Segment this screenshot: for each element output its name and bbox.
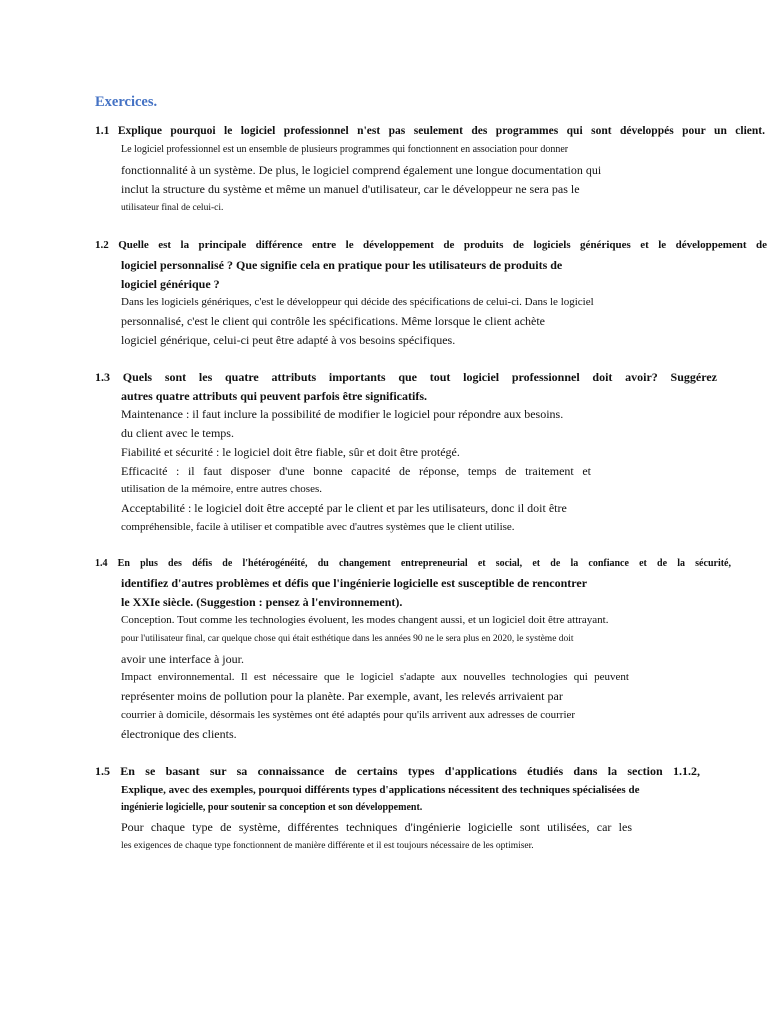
question-1-5-line-3: ingénierie logicielle, pour soutenir sa conception et son développement. [121, 802, 423, 813]
answer-1-4-line-2: pour l'utilisateur final, car quelque chose qui était esthétique dans les années 90 ne le sera plus en 2020, le système doit [121, 634, 574, 644]
answer-1-3-line-3: Fiabilité et sécurité : le logiciel doit être fiable, sûr et doit être protégé. [121, 445, 460, 459]
answer-1-2-line-2: personnalisé, c'est le client qui contrôle les spécifications. Même lorsque le client achète [121, 314, 546, 328]
answer-1-4-line-6: courrier à domicile, désormais les systèmes ont été adaptés pour qu'ils arrivent aux adresses de courrier [121, 709, 576, 721]
answer-1-1-line-1: Le logiciel professionnel est un ensemble de plusieurs programmes qui fonctionnent en association pour donner [121, 144, 569, 155]
answer-1-3-line-5: utilisation de la mémoire, entre autres choses. [121, 483, 322, 495]
answer-1-2-line-1: Dans les logiciels génériques, c'est le développeur qui décide des spécifications de celui-ci. Dans le logiciel [121, 296, 594, 308]
answer-1-4-line-4: Impact environnemental. Il est nécessaire que le logiciel s'adapte aux nouvelles technologies qui peuvent [121, 671, 629, 683]
question-1-5-line-2: Explique, avec des exemples, pourquoi différents types d'applications nécessitent des techniques spécialisées de [121, 784, 640, 796]
question-1-2-line-1: 1.2 Quelle est la principale différence entre le développement de produits de logiciels génériques et le développement de [95, 239, 767, 251]
question-1-1-line-1: 1.1 Explique pourquoi le logiciel professionnel n'est pas seulement des programmes qui sont développés pour un client. [95, 125, 765, 137]
question-1-4-line-1: 1.4 En plus des défis de l'hétérogénéité, du changement entrepreneurial et social, et de la confiance et de la sécurité, [95, 558, 731, 569]
question-1-3-line-1: 1.3 Quels sont les quatre attributs importants que tout logiciel professionnel doit avoir? Suggérez [95, 370, 717, 384]
question-1-4-line-3: le XXIe siècle. (Suggestion : pensez à l'environnement). [121, 595, 403, 609]
answer-1-3-line-2: du client avec le temps. [121, 426, 234, 440]
answer-1-4-line-7: électronique des clients. [121, 727, 237, 741]
answer-1-4-line-5: représenter moins de pollution pour la planète. Par exemple, avant, les relevés arrivaient par [121, 689, 563, 703]
question-1-5-line-1: 1.5 En se basant sur sa connaissance de certains types d'applications étudiés dans la section 1.1.2, [95, 764, 700, 778]
answer-1-4-line-1: Conception. Tout comme les technologies évoluent, les modes changent aussi, et un logiciel doit être attrayant. [121, 614, 609, 626]
answer-1-2-line-3: logiciel générique, celui-ci peut être adapté à vos besoins spécifiques. [121, 333, 456, 347]
answer-1-3-line-7: compréhensible, facile à utiliser et compatible avec d'autres systèmes que le client utilise. [121, 521, 515, 533]
answer-1-3-line-1: Maintenance : il faut inclure la possibilité de modifier le logiciel pour répondre aux besoins. [121, 407, 564, 421]
question-1-2-line-3: logiciel générique ? [121, 277, 220, 291]
answer-1-1-line-2: fonctionnalité à un système. De plus, le logiciel comprend également une longue documentation qui [121, 163, 602, 177]
answer-1-1-line-3: inclut la structure du système et même un manuel d'utilisateur, car le développeur ne sera pas le [121, 182, 580, 196]
answer-1-5-line-1: Pour chaque type de système, différentes techniques d'ingénierie logicielle sont utilisées, car les [121, 820, 632, 834]
question-1-2-line-2: logiciel personnalisé ? Que signifie cela en pratique pour les utilisateurs de produits de [121, 258, 563, 272]
answer-1-5-line-2: les exigences de chaque type fonctionnent de manière différente et il est toujours nécessaire de les optimiser. [121, 841, 534, 851]
answer-1-3-line-4: Efficacité : il faut disposer d'une bonne capacité de réponse, temps de traitement et [121, 464, 591, 478]
section-title: Exercices. [95, 94, 158, 110]
question-1-3-line-2: autres quatre attributs qui peuvent parfois être significatifs. [121, 389, 427, 403]
answer-1-4-line-3: avoir une interface à jour. [121, 652, 244, 666]
answer-1-3-line-6: Acceptabilité : le logiciel doit être accepté par le client et par les utilisateurs, donc il doit être [121, 501, 567, 515]
question-1-4-line-2: identifiez d'autres problèmes et défis que l'ingénierie logicielle est susceptible de rencontrer [121, 576, 588, 590]
answer-1-1-line-4: utilisateur final de celui-ci. [121, 203, 224, 213]
